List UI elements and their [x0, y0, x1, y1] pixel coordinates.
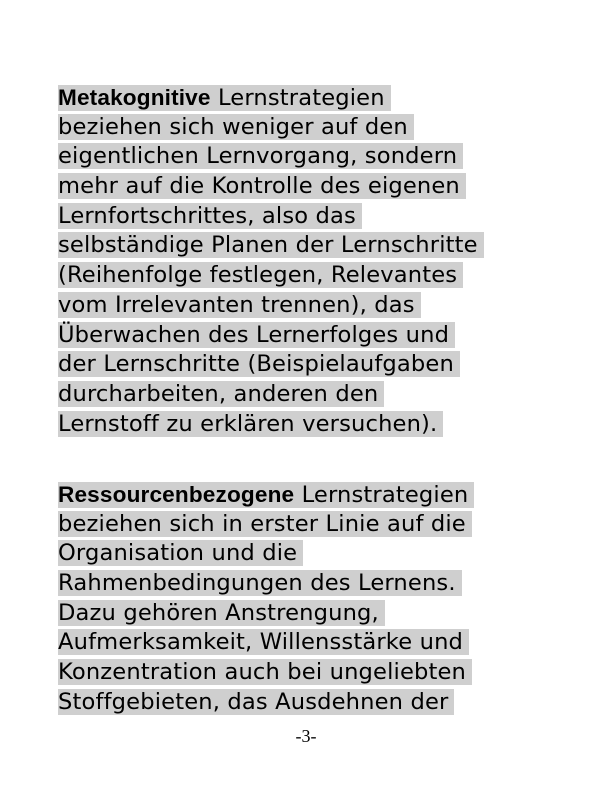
text-line: [58, 142, 484, 172]
text-line: [58, 261, 484, 291]
page-number: -3-: [295, 726, 317, 746]
text-line: [58, 172, 484, 202]
highlighted-text: Aufmerksamkeit, Willensstärke und: [58, 629, 469, 655]
highlighted-text: (Reihenfolge festlegen, Relevantes: [58, 262, 463, 288]
text-line: [58, 480, 474, 510]
highlighted-text: mehr auf die Kontrolle des eigenen: [58, 173, 466, 199]
text-line: [58, 202, 484, 232]
text-line: [58, 350, 484, 380]
highlighted-text: Überwachen des Lernerfolges und: [58, 322, 455, 348]
paragraph-ressourcenbezogene: [58, 480, 474, 718]
text-line: [58, 628, 474, 658]
text-line: [58, 658, 474, 688]
text-line: [58, 410, 484, 440]
highlighted-text: Lernfortschrittes, also das: [58, 203, 362, 229]
text-line: [58, 321, 484, 351]
text-line: [58, 231, 484, 261]
text-line: [58, 569, 474, 599]
bold-term: Metakognitive: [58, 85, 211, 110]
text-line: [58, 688, 474, 718]
text-line: [58, 291, 484, 321]
bold-term: Ressourcenbezogene: [58, 482, 295, 507]
paragraph-metakognitive: [58, 83, 484, 439]
highlighted-text: der Lernschritte (Beispielaufgaben: [58, 351, 460, 377]
highlighted-text: beziehen sich weniger auf den: [58, 114, 414, 140]
highlighted-text: Dazu gehören Anstrengung,: [58, 600, 385, 626]
highlighted-text: Stoffgebieten, das Ausdehnen der: [58, 689, 454, 715]
highlighted-text: Metakognitive Lernstrategien: [58, 85, 391, 111]
highlighted-text: eigentlichen Lernvorgang, sondern: [58, 143, 463, 169]
highlighted-text: Rahmenbedingungen des Lernens.: [58, 570, 462, 596]
highlighted-text: durcharbeiten, anderen den: [58, 381, 384, 407]
text-line: [58, 510, 474, 540]
text-line: [58, 113, 484, 143]
highlighted-text: selbständige Planen der Lernschritte: [58, 232, 484, 258]
text-line: [58, 599, 474, 629]
highlighted-text: Konzentration auch bei ungeliebten: [58, 659, 472, 685]
highlighted-text: Ressourcenbezogene Lernstrategien: [58, 482, 474, 508]
highlighted-text: Lernstoff zu erklären versuchen).: [58, 411, 443, 437]
highlighted-text: beziehen sich in erster Linie auf die: [58, 511, 472, 537]
highlighted-text: vom Irrelevanten trennen), das: [58, 292, 421, 318]
text-line: [58, 539, 474, 569]
highlighted-text: Organisation und die: [58, 540, 303, 566]
text-line: [58, 83, 484, 113]
text-line: [58, 380, 484, 410]
